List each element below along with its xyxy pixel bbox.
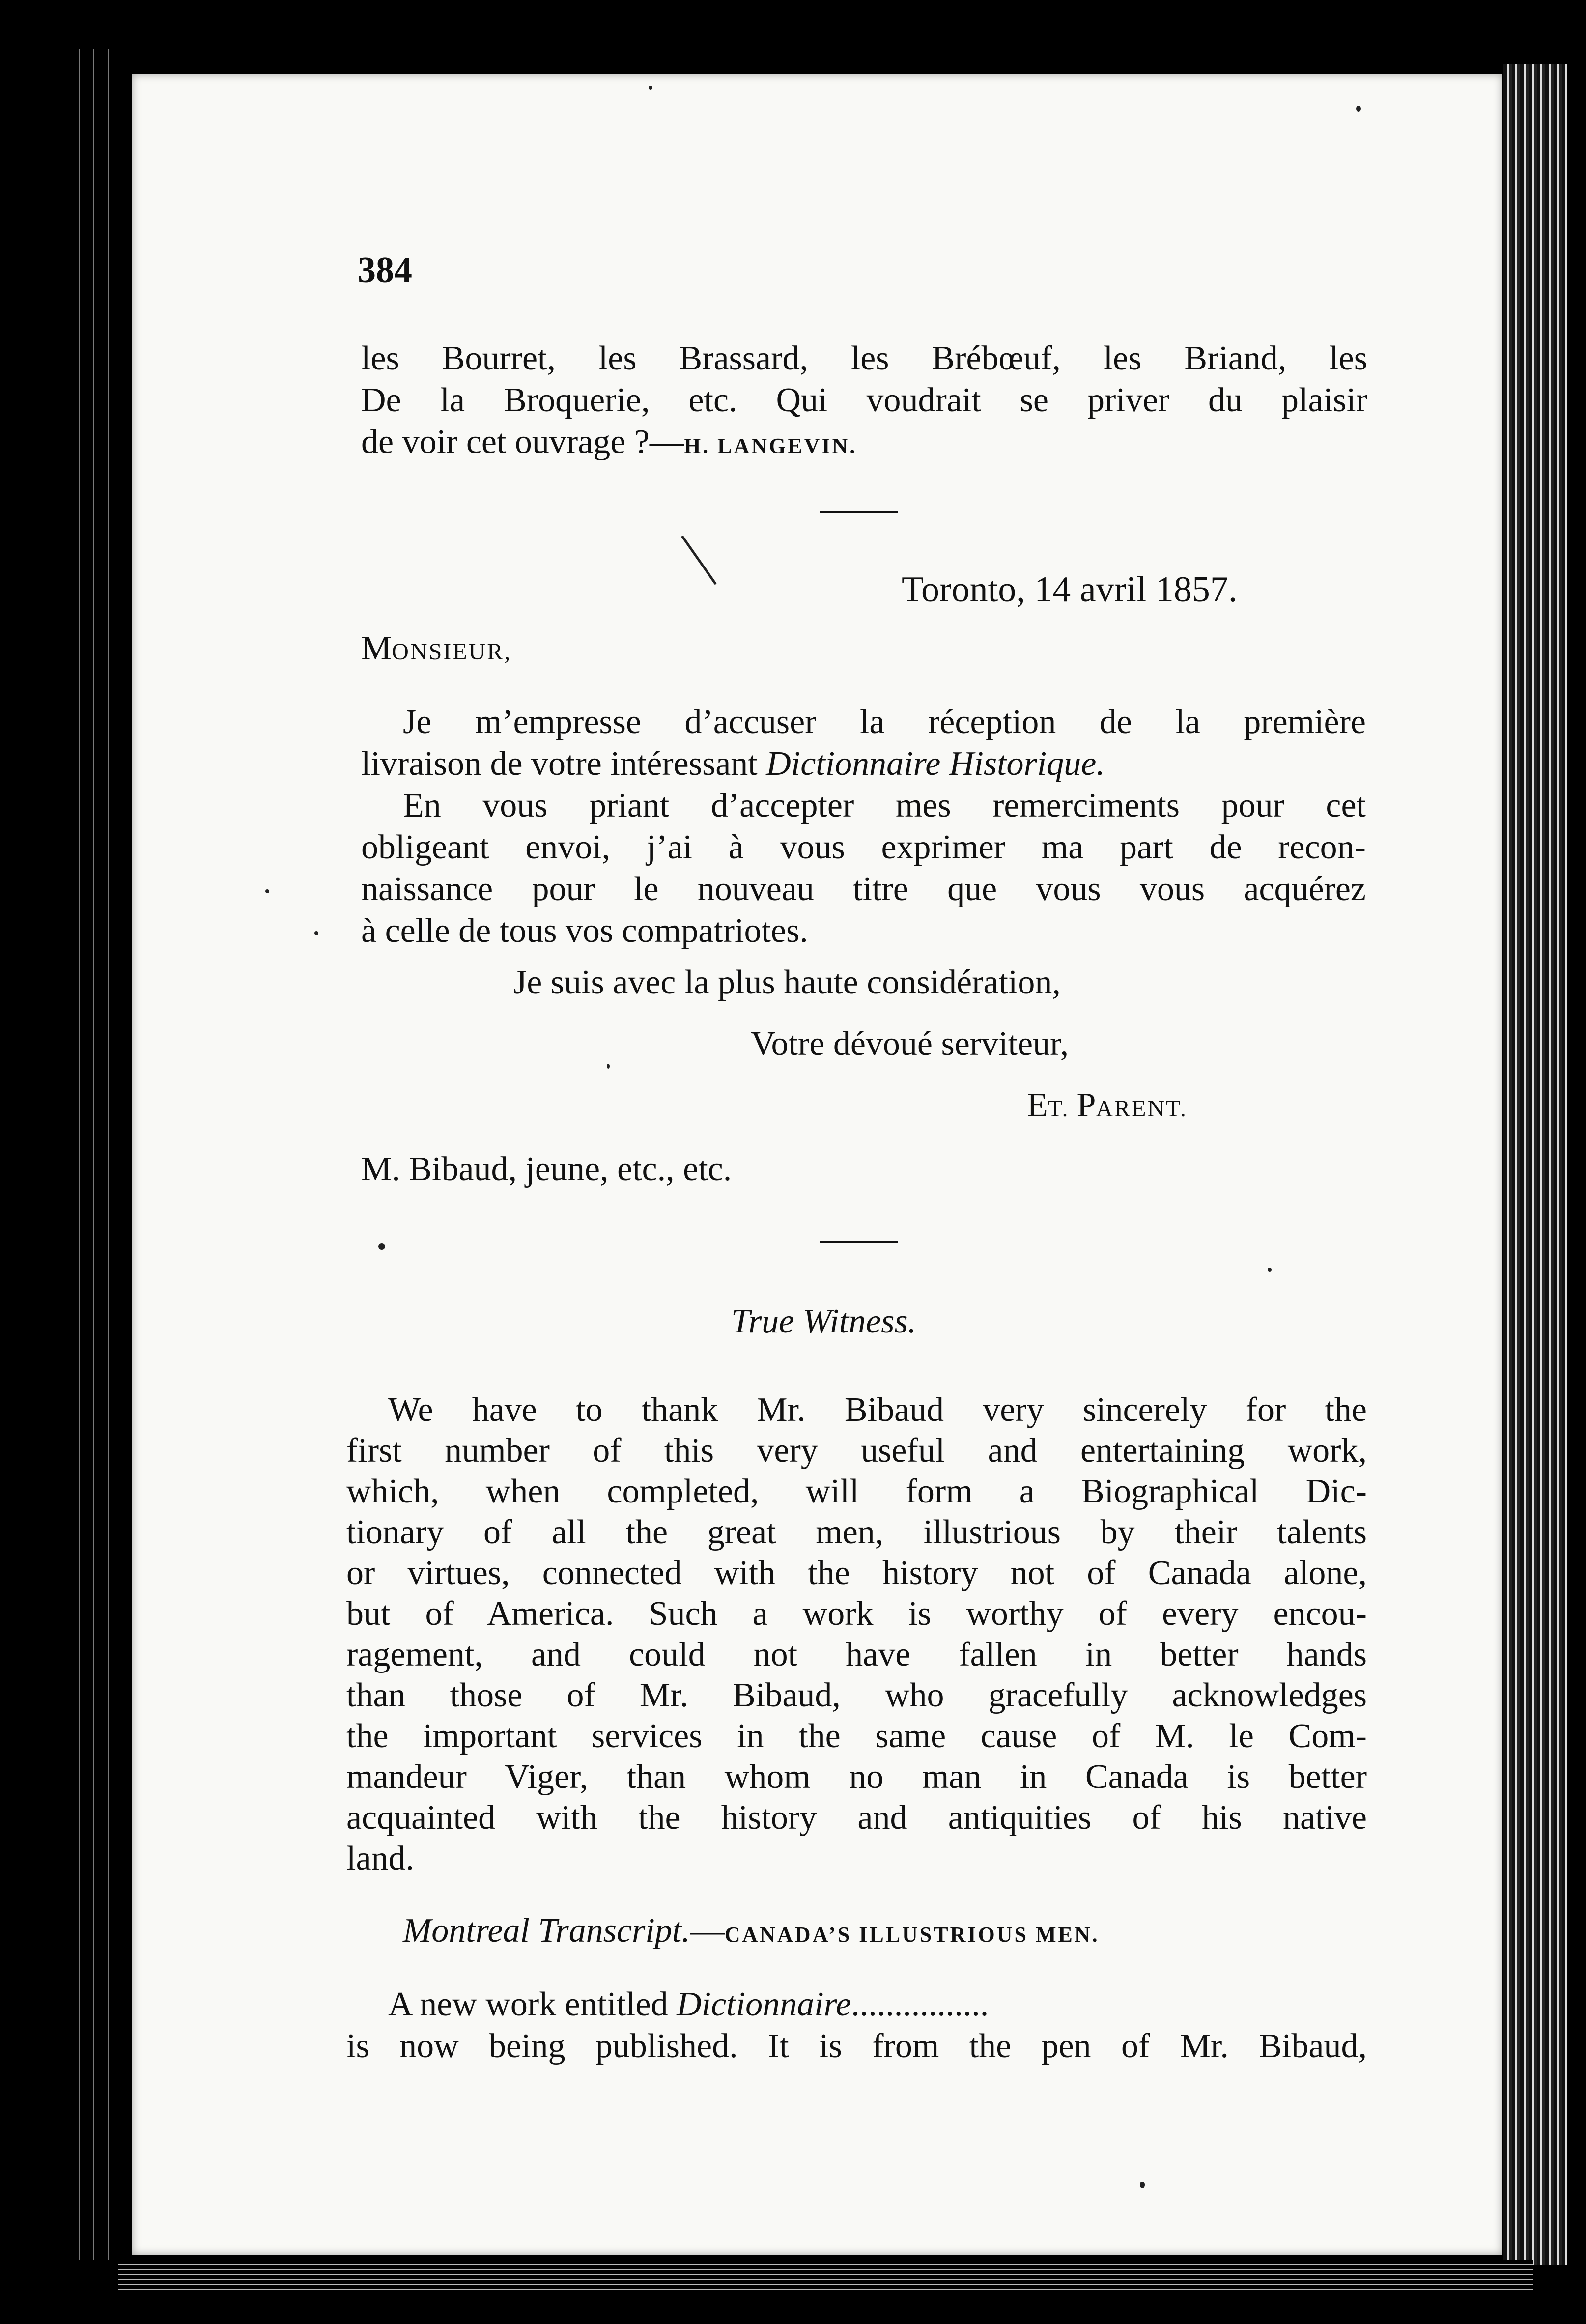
letter-dateline: Toronto, 14 avril 1857. [902, 569, 1238, 610]
tw-line-1: We have to thank Mr. Bibaud very sincerely for the [388, 1391, 1367, 1429]
transcript-line-1-text: A new work entitled [388, 1985, 677, 2023]
transcript-leader-dots: ................ [851, 1985, 989, 2023]
tw-line-10: mandeur Viger, than whom no man in Canada is better [346, 1758, 1367, 1796]
scan-speck [378, 1243, 385, 1250]
letter-p1-line-1: Je m’empresse d’accuser la réception de la première [403, 703, 1366, 741]
intro-line-3 [361, 423, 857, 466]
salutation-initial: M [361, 629, 392, 667]
transcript-source: Montreal Transcript. [403, 1912, 690, 1950]
letter-p2-line-3: naissance pour le nouveau titre que vous vous acquérez [361, 870, 1366, 908]
letter-addressee: M. Bibaud, jeune, etc., etc. [361, 1150, 732, 1188]
tw-line-9: the important services in the same cause of M. le Com- [346, 1717, 1367, 1755]
transcript-line-2: is now being published. It is from the pen of Mr. Bibaud, [346, 2027, 1367, 2065]
section-divider-1 [820, 511, 898, 513]
book-gutter-edge [74, 49, 118, 2260]
scan-speck [649, 86, 652, 90]
letter-salutation [361, 629, 511, 672]
tw-line-8: than those of Mr. Bibaud, who gracefully acknowledges [346, 1676, 1367, 1714]
signer-initial-1: E [1027, 1086, 1048, 1124]
tw-line-5: or virtues, connected with the history not of Canada alone, [346, 1554, 1367, 1592]
page-number: 384 [358, 250, 412, 290]
tw-line-7: ragement, and could not have fallen in better hands [346, 1636, 1367, 1673]
section-divider-2 [820, 1241, 898, 1243]
letter-p2-line-4: à celle de tous vos compatriotes. [361, 912, 808, 950]
transcript-heading [403, 1911, 1100, 1955]
letter-p1-line-2-text: livraison de votre intéressant [361, 745, 766, 783]
signer-rest-2: ARENT. [1096, 1096, 1188, 1122]
salutation-rest: ONSIEUR, [392, 639, 512, 665]
tw-line-3: which, when completed, will form a Biographical Dic- [346, 1473, 1367, 1510]
tw-line-2: first number of this very useful and entertaining work, [346, 1432, 1367, 1470]
signer-rest-1: T. [1048, 1096, 1077, 1122]
letter-p1-line-2 [361, 744, 1105, 784]
intro-line-2: De la Broquerie, etc. Qui voudrait se priver du plaisir [361, 381, 1367, 419]
transcript-dash: — [690, 1912, 725, 1950]
letter-closing-2: Votre dévoué serviteur, [751, 1025, 1069, 1063]
transcript-line-1 [388, 1985, 989, 2024]
dictionnaire-historique-title: Dictionnaire Historique. [766, 745, 1105, 783]
letter-signer [1027, 1086, 1188, 1129]
letter-p2-line-1: En vous priant d’accepter mes remerciments pour cet [403, 787, 1366, 824]
scan-speck [314, 931, 318, 935]
tw-line-12: land. [346, 1840, 415, 1877]
scan-speck [1140, 2182, 1145, 2188]
tw-line-11: acquainted with the history and antiquities of his native [346, 1799, 1367, 1837]
intro-line-1: les Bourret, les Brassard, les Brébœuf, les Briand, les [361, 340, 1367, 377]
tw-line-6: but of America. Such a work is worthy of every encou- [346, 1595, 1367, 1633]
dictionnaire-title: Dictionnaire [677, 1985, 851, 2023]
letter-closing-1: Je suis avec la plus haute considération, [513, 964, 1061, 1001]
signer-initial-2: P [1076, 1086, 1096, 1124]
scan-speck [607, 1064, 610, 1069]
scan-speck [1356, 106, 1361, 112]
scan-speck [1268, 1268, 1272, 1272]
page-bottom-edge [118, 2260, 1533, 2290]
scan-speck [265, 889, 269, 893]
transcript-headline: CANADA’S ILLUSTRIOUS MEN. [724, 1923, 1100, 1947]
page-fore-edge [1503, 64, 1567, 2265]
intro-line-3-text: de voir cet ouvrage ?— [361, 423, 684, 461]
langevin-signature: H. LANGEVIN. [683, 434, 857, 458]
tw-line-4: tionary of all the great men, illustrious by their talents [346, 1513, 1367, 1551]
true-witness-heading: True Witness. [731, 1303, 917, 1340]
letter-p2-line-2: obligeant envoi, j’ai à vous exprimer ma part de recon- [361, 828, 1366, 866]
